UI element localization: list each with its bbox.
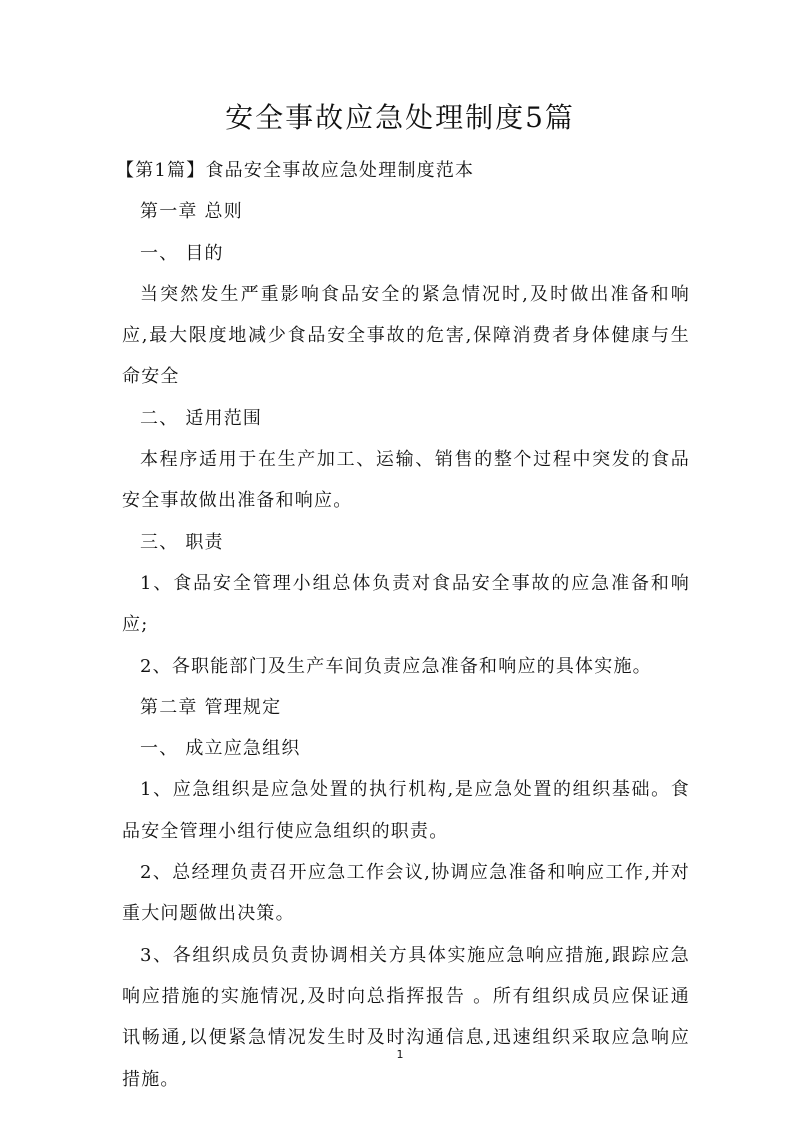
body-paragraph: 本程序适用于在生产加工、运输、销售的整个过程中突发的食品安全事故做出准备和响应。 <box>122 449 690 512</box>
body-paragraph: 当突然发生严重影响食品安全的紧急情况时,及时做出准备和响应,最大限度地减少食品安全事故的危害,保障消费者身体健康与生命安全 <box>122 283 690 388</box>
subsection-heading: 二、 适用范围 <box>140 407 263 429</box>
subsection-heading: 三、 职责 <box>140 531 224 553</box>
document-title: 安全事故应急处理制度5篇 <box>225 101 575 134</box>
body-paragraph: 2、总经理负责召开应急工作会议,协调应急准备和响应工作,并对重大问题做出决策。 <box>122 862 690 925</box>
body-paragraph: 2、各职能部门及生产车间负责应急准备和响应的具体实施。 <box>140 655 652 677</box>
chapter-heading: 第二章 管理规定 <box>140 696 282 718</box>
section-heading: 【第1篇】食品安全事故应急处理制度范本 <box>116 160 475 181</box>
subsection-heading: 一、 目的 <box>140 242 224 264</box>
subsection-heading: 一、 成立应急组织 <box>140 738 301 760</box>
body-paragraph: 3、各组织成员负责协调相关方具体实施应急响应措施,跟踪应急响应措施的实施情况,及时向总指挥报告 。所有组织成员应保证通讯畅通,以便紧急情况发生时及时沟通信息,迅速组织采取应急响应措施。 <box>122 944 690 1090</box>
chapter-heading: 第一章 总则 <box>140 201 243 223</box>
document-body <box>116 150 690 1100</box>
page-number: 1 <box>396 1048 404 1061</box>
body-paragraph: 1、食品安全管理小组总体负责对食品安全事故的应急准备和响应; <box>122 572 690 636</box>
body-paragraph: 1、应急组织是应急处置的执行机构,是应急处置的组织基础。食品安全管理小组行使应急组织的职责。 <box>122 779 690 842</box>
